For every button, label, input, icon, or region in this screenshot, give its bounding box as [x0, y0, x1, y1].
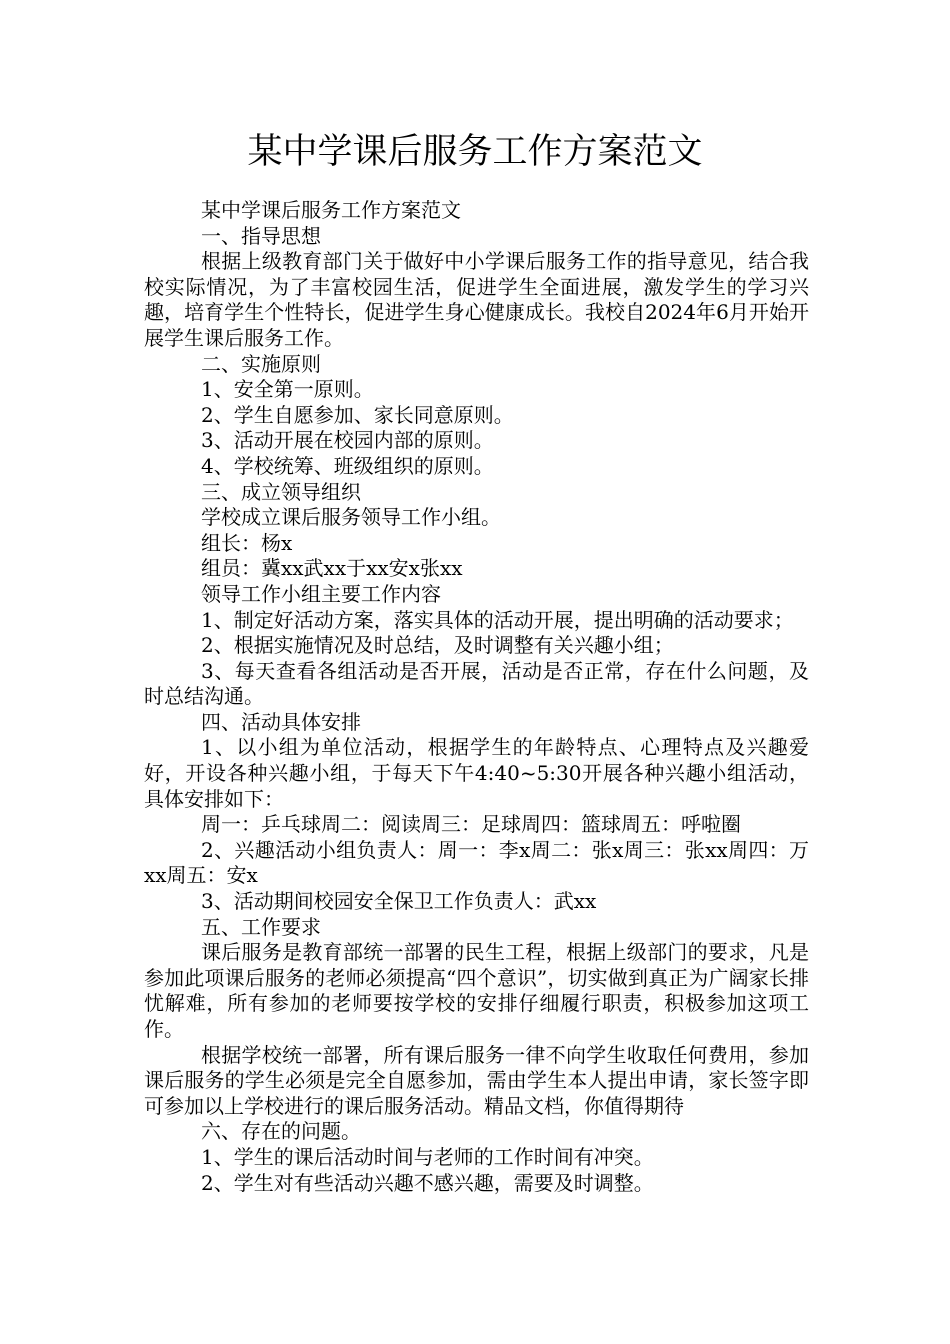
- list-item: 2、根据实施情况及时总结，及时调整有关兴趣小组；: [201, 633, 674, 658]
- list-item: 3、活动开展在校园内部的原则。: [201, 428, 494, 453]
- section-heading: 三、成立领导组织: [201, 479, 361, 504]
- list-item: 4、学校统筹、班级组织的原则。: [201, 453, 494, 478]
- document-body: [144, 198, 809, 1196]
- list-item: 2、兴趣活动小组负责人：周一：李x周二：张x周三：张xx周四：万xx周五：安x: [144, 837, 809, 888]
- document-title: 某中学课后服务工作方案范文: [247, 132, 703, 172]
- paragraph: 某中学课后服务工作方案范文: [201, 198, 461, 222]
- section-heading: 一、指导思想: [201, 223, 321, 248]
- section-heading: 五、工作要求: [201, 914, 321, 939]
- paragraph: 课后服务是教育部统一部署的民生工程，根据上级部门的要求，凡是参加此项课后服务的老师必须提高“四个意识”，切实做到真正为广阔家长排忧解难，所有参加的老师要按学校的安排仔细履行职责，积极参加这项工作。: [144, 940, 809, 1041]
- paragraph: 组长：杨x: [201, 530, 293, 555]
- section-heading: 六、存在的问题。: [201, 1119, 361, 1144]
- list-item: 3、每天查看各组活动是否开展，活动是否正常，存在什么问题，及时总结沟通。: [144, 658, 809, 709]
- list-item: 1、制定好活动方案，落实具体的活动开展，提出明确的活动要求；: [201, 607, 794, 632]
- list-item: 2、学生自愿参加、家长同意原则。: [201, 402, 514, 427]
- paragraph: 根据上级教育部门关于做好中小学课后服务工作的指导意见，结合我校实际情况，为了丰富校园生活，促进学生全面进展，激发学生的学习兴趣，培育学生个性特长，促进学生身心健康成长。我校自2024年6月开始开展学生课后服务工作。: [144, 249, 809, 350]
- list-item: 1、学生的课后活动时间与老师的工作时间有冲突。: [201, 1144, 654, 1169]
- paragraph: 周一：乒乓球周二：阅读周三：足球周四：篮球周五：呼啦圈: [201, 812, 741, 837]
- paragraph: 根据学校统一部署，所有课后服务一律不向学生收取任何费用，参加课后服务的学生必须是完全自愿参加，需由学生本人提出申请，家长签字即可参加以上学校进行的课后服务活动。精品文档，你值得期待: [144, 1042, 809, 1118]
- paragraph: 组员：冀xx武xx于xx安x张xx: [201, 556, 463, 581]
- section-heading: 二、实施原则: [201, 351, 321, 376]
- list-item: 2、学生对有些活动兴趣不感兴趣，需要及时调整。: [201, 1170, 654, 1195]
- paragraph: 学校成立课后服务领导工作小组。: [201, 505, 501, 530]
- paragraph: 领导工作小组主要工作内容: [201, 581, 441, 606]
- section-heading: 四、活动具体安排: [201, 709, 361, 734]
- list-item: 1、以小组为单位活动，根据学生的年龄特点、心理特点及兴趣爱好，开设各种兴趣小组，于每天下午4:40~5:30开展各种兴趣小组活动，具体安排如下：: [144, 735, 809, 811]
- list-item: 1、安全第一原则。: [201, 377, 374, 402]
- list-item: 3、活动期间校园安全保卫工作负责人：武xx: [201, 889, 597, 914]
